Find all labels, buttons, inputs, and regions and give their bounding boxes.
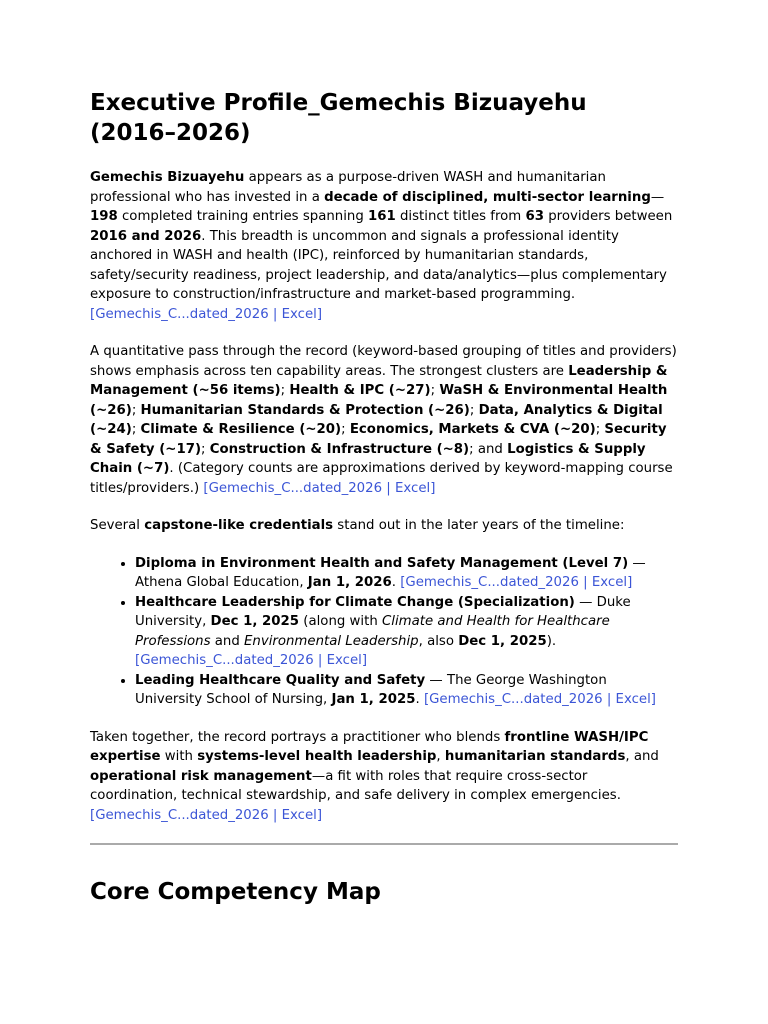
bold-text: capstone-like credentials	[144, 518, 334, 533]
text: — Duke University,	[135, 594, 631, 629]
text: . (Category counts are approximations derived by keyword-mapping course titles/providers.)	[90, 461, 673, 496]
text: ).	[546, 633, 557, 649]
text: ;	[131, 402, 141, 418]
text: —	[650, 189, 665, 205]
text: ; and	[469, 441, 508, 457]
citation-link[interactable]: [Gemechis_C...dated_2026 | Excel]	[203, 480, 436, 496]
bold-text: Security & Safety (~17)	[90, 422, 667, 457]
bold-text: Gemechis Bizuayehu	[90, 170, 245, 185]
bold-text: Jan 1, 2026	[307, 575, 392, 590]
text: (along with	[299, 614, 382, 629]
text: ;	[595, 422, 605, 437]
bold-text: Leadership & Management (~56 items)	[90, 363, 668, 398]
text: , also	[418, 633, 459, 649]
bold-text: Construction & Infrastructure (~8)	[209, 441, 470, 457]
section-divider	[90, 843, 678, 845]
text: ;	[280, 383, 290, 398]
bold-text: Climate & Resilience (~20)	[140, 422, 342, 437]
bold-text: Logistics & Supply Chain (~7)	[90, 441, 646, 476]
bold-text: Health & IPC (~27)	[289, 383, 431, 398]
intro-paragraph	[90, 168, 678, 324]
bold-text: Humanitarian Standards & Protection (~26)	[140, 402, 470, 418]
text: and	[210, 633, 245, 649]
bold-text: 63	[525, 209, 544, 224]
page-title: Executive Profile_Gemechis Bizuayehu (2016–2026)	[90, 90, 587, 146]
text: stand out in the later years of the timeline:	[333, 518, 625, 533]
list-item	[135, 554, 678, 593]
bold-text: Data, Analytics & Digital (~24)	[90, 402, 663, 437]
bold-text: Leading Healthcare Quality and Safety	[135, 672, 426, 688]
text: Several	[90, 518, 145, 533]
bold-text: decade of disciplined, multi-sector learning	[324, 189, 651, 205]
text: — The George Washington University School of Nursing,	[135, 672, 607, 707]
bold-text: Jan 1, 2025	[331, 692, 416, 707]
bold-text: systems-level health leadership	[197, 749, 437, 764]
bold-text: Diploma in Environment Health and Safety Management (Level 7)	[135, 555, 629, 571]
text: .	[391, 575, 401, 590]
bold-text: Dec 1, 2025	[210, 614, 300, 629]
text: — Athena Global Education,	[135, 555, 646, 590]
citation-link[interactable]: [Gemechis_C...dated_2026 | Excel]	[400, 575, 633, 590]
text: A quantitative pass through the record (keyword-based grouping of titles and providers) shows emphasis across ten capability areas. The strongest clusters are	[90, 344, 677, 379]
capability-paragraph	[90, 342, 678, 498]
bold-text: Economics, Markets & CVA (~20)	[349, 422, 596, 437]
italic-text: Environmental Leadership	[244, 633, 419, 649]
text: appears as a purpose-driven WASH and humanitarian professional who has invested in a	[90, 170, 606, 205]
text: Taken together, the record portrays a practitioner who blends	[90, 729, 505, 745]
list-item	[135, 593, 678, 671]
text: distinct titles from	[395, 209, 526, 224]
bold-text: 198	[90, 209, 118, 224]
bold-text: Dec 1, 2025	[458, 633, 547, 649]
bold-text: frontline WASH/IPC expertise	[90, 729, 649, 764]
bold-text: 2016 and 2026	[90, 228, 202, 244]
bold-text: WaSH & Environmental Health (~26)	[90, 383, 668, 418]
credentials-intro-paragraph	[90, 516, 678, 536]
bold-text: Healthcare Leadership for Climate Change (Specialization)	[135, 594, 575, 610]
text: ;	[469, 402, 479, 418]
text: with	[160, 749, 198, 764]
citation-link[interactable]: [Gemechis_C...dated_2026 | Excel]	[423, 692, 656, 707]
section-heading: Core Competency Map	[90, 879, 381, 905]
text: ,	[436, 749, 445, 764]
text: .	[415, 692, 424, 707]
text: , and	[625, 749, 659, 764]
text: ;	[430, 383, 440, 398]
italic-text: Climate and Health for Healthcare Professions	[135, 614, 610, 649]
text: ;	[131, 422, 141, 437]
citation-link[interactable]: [Gemechis_C...dated_2026 | Excel]	[90, 306, 323, 322]
text: ;	[201, 441, 210, 457]
text: . This breadth is uncommon and signals a professional identity anchored in WASH and health (IPC), reinforced by humanitarian standards, safety/security readiness, project leadership, and data/analytics—plus complementary exposure to construction/infrastructure and market-based programming.	[90, 228, 667, 302]
text: ;	[341, 422, 350, 437]
bold-text: 161	[368, 209, 396, 224]
citation-link[interactable]: [Gemechis_C...dated_2026 | Excel]	[135, 653, 368, 668]
text: providers between	[543, 209, 673, 224]
text: completed training entries spanning	[117, 209, 368, 224]
text: —a fit with roles that require cross-sector coordination, technical stewardship, and safe delivery in complex emergencies.	[90, 768, 621, 803]
list-item	[135, 671, 678, 710]
summary-paragraph	[90, 728, 678, 826]
bold-text: humanitarian standards	[444, 749, 626, 764]
bold-text: operational risk management	[90, 768, 312, 784]
citation-link[interactable]: [Gemechis_C...dated_2026 | Excel]	[90, 807, 323, 823]
credentials-list	[90, 554, 678, 710]
